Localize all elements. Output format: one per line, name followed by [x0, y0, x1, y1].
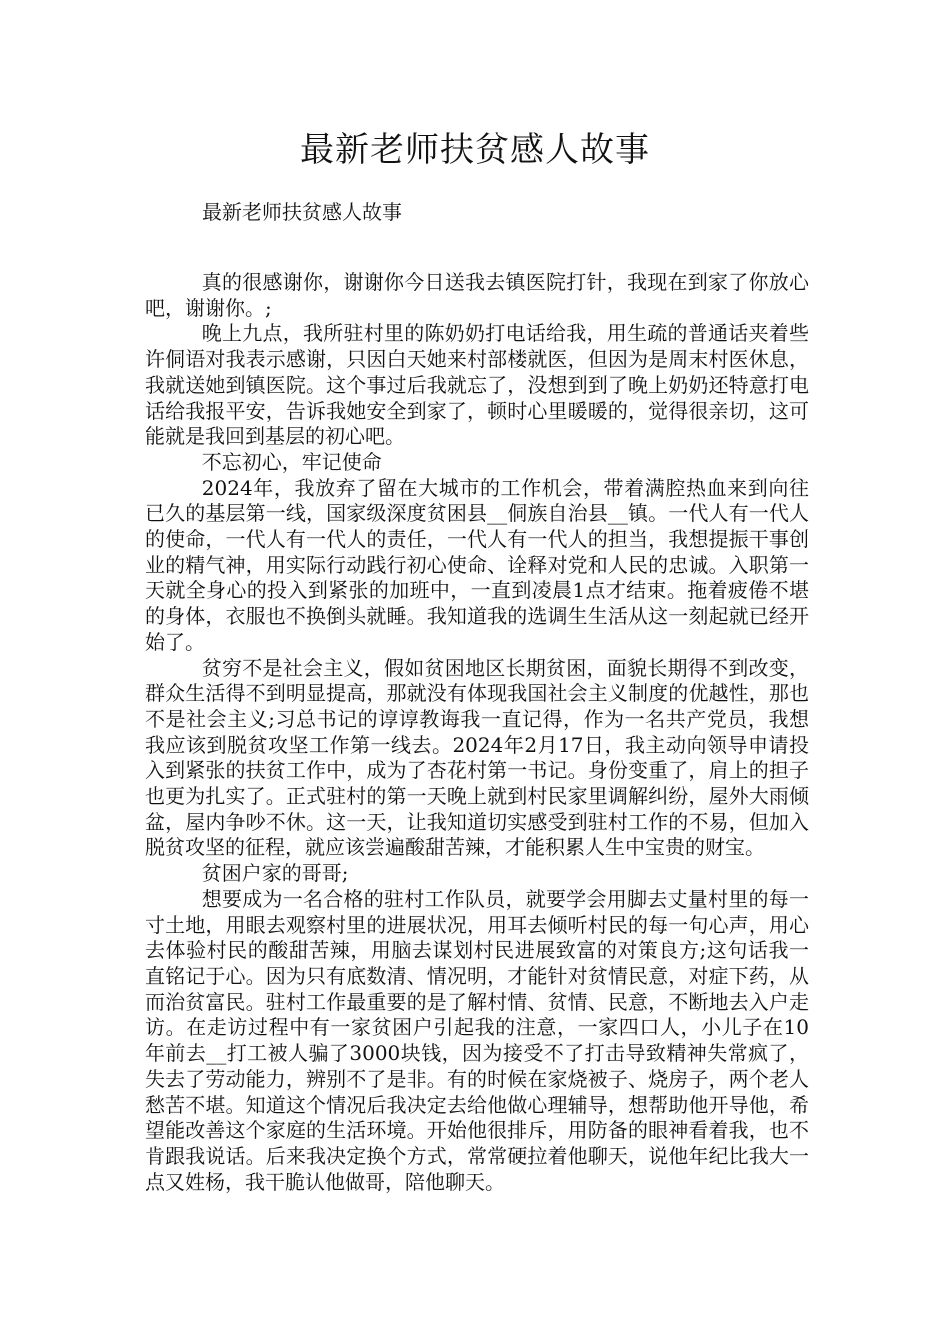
document-body [145, 270, 809, 1195]
paragraph-thanks-quote: 真的很感谢你，谢谢你今日送我去镇医院打针，我现在到家了你放心吧，谢谢你。; [145, 270, 809, 320]
document-title: 最新老师扶贫感人故事 [300, 130, 650, 170]
paragraph-joining-grassroots: 2024年，我放弃了留在大城市的工作机会，带着满腔热血来到向往已久的基层第一线，国家级深度贫困县__侗族自治县__镇。一代人有一代人的使命，一代人有一代人的责任，一代人有一代人的担当，我想提振干事创业的精气神，用实际行动践行初心使命、诠释对党和人民的忠诚。入职第一天就全身心的投入到紧张的加班中，一直到凌晨1点才结束。拖着疲倦不堪的身体，衣服也不换倒头就睡。我知道我的选调生生活从这一刻起就已经开始了。 [145, 475, 809, 654]
document-subtitle: 最新老师扶贫感人故事 [202, 200, 402, 224]
paragraph-evening-call: 晚上九点，我所驻村里的陈奶奶打电话给我，用生疏的普通话夹着些许侗语对我表示感谢，只因白天她来村部楼就医，但因为是周末村医休息，我就送她到镇医院。这个事过后我就忘了，没想到到了晚上奶奶还特意打电话给我报平安，告诉我她安全到家了，顿时心里暖暖的，觉得很亲切，这可能就是我回到基层的初心吧。 [145, 321, 809, 449]
section-heading-mission: 不忘初心，牢记使命 [201, 449, 382, 474]
section-heading-brother: 贫困户家的哥哥; [201, 861, 349, 886]
paragraph-poverty-alleviation: 贫穷不是社会主义，假如贫困地区长期贫困，面貌长期得不到改变，群众生活得不到明显提高，那就没有体现我国社会主义制度的优越性，那也不是社会主义;习总书记的谆谆教诲我一直记得，作为一名共产党员，我想我应该到脱贫攻坚工作第一线去。2024年2月17日，我主动向领导申请投入到紧张的扶贫工作中，成为了杏花村第一书记。身份变重了，肩上的担子也更为扎实了。正式驻村的第一天晚上就到村民家里调解纠纷，屋外大雨倾盆，屋内争吵不休。这一天，让我知道切实感受到驻村工作的不易，但加入脱贫攻坚的征程，就应该尝遍酸甜苦辣，才能积累人生中宝贵的财宝。 [145, 655, 809, 860]
paragraph-village-work: 想要成为一名合格的驻村工作队员，就要学会用脚去丈量村里的每一寸土地，用眼去观察村里的进展状况，用耳去倾听村民的每一句心声，用心去体验村民的酸甜苦辣，用脑去谋划村民进展致富的对策良方;这句话我一直铭记于心。因为只有底数清、情况明，才能针对贫情民意，对症下药，从而治贫富民。驻村工作最重要的是了解村情、贫情、民意，不断地去入户走访。在走访过程中有一家贫困户引起我的注意，一家四口人，小儿子在10年前去__打工被人骗了3000块钱，因为接受不了打击导致精神失常疯了，失去了劳动能力，辨别不了是非。有的时候在家烧被子、烧房子，两个老人愁苦不堪。知道这个情况后我决定去给他做心理辅导，想帮助他开导他，希望能改善这个家庭的生活环境。开始他很排斥，用防备的眼神看着我，也不肯跟我说话。后来我决定换个方式，常常硬拉着他聊天，说他年纪比我大一点又姓杨，我干脆认他做哥，陪他聊天。 [145, 886, 809, 1194]
